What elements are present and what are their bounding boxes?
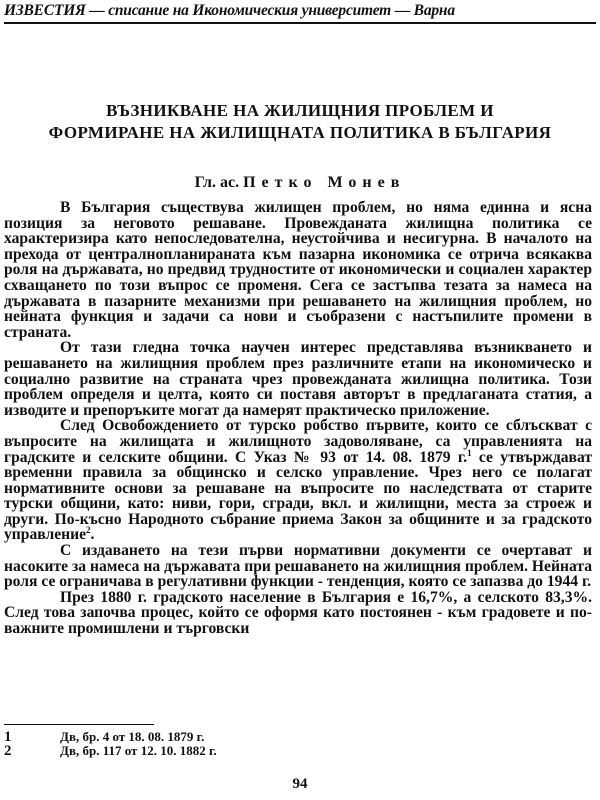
paragraph-text: След Освобождението от турско робство първите, които се сблъскват с въпросите на жилищата и жилищното задоволяване, са управленията на градските и селските общини. С Указ № 93 от 14. 08. 1879 г. <box>4 417 592 466</box>
footnote-text: Дв, бр. 117 от 12. 10. 1882 г. <box>60 743 217 758</box>
footnote-number: 1 <box>4 729 12 745</box>
paragraph-text: се утвърждават временни правила за общинско и селско управление. Чрез него се полагат нормативните основи за решаване на въпросите по наследствата от старите турски общини, като: ниви, гори, сгради, вкл. и жилищни, места за строеж и други. По-късно Народното събрание приема Закон за общините и за градското управление <box>4 448 592 544</box>
paragraph <box>4 590 592 637</box>
paragraph <box>4 340 592 418</box>
footnote <box>4 744 596 758</box>
author-prefix: Гл. ас. <box>194 174 240 191</box>
paragraph-text: През 1880 г. градското население в България е 16,7%, а селското 83,3%. След това започва процес, който се оформя като постоянен - към градовете и по-важните промишлени и търговски <box>4 588 592 638</box>
paragraph-text: . <box>90 526 95 544</box>
footnote-ref[interactable]: 2 <box>86 525 91 536</box>
title-line: ФОРМИРАНЕ НА ЖИЛИЩНАТА ПОЛИТИКА В БЪЛГАРИЯ <box>48 123 552 142</box>
article-body <box>4 200 592 637</box>
footnote-text: Дв, бр. 4 от 18. 08. 1879 г. <box>60 729 205 744</box>
paragraph-text: С издаването на тези първи нормативни документи се очертават и насоките за намеса на държавата при решаването на жилищния проблем. Нейната роля се ограничава в регулативни функции - тенденция, която се запазва до 1944 г. <box>4 542 592 591</box>
paragraph <box>4 200 592 340</box>
paragraph-text: В България съществува жилищен проблем, но няма единна и ясна позиция за неговото решаване. Провежданата жилищна политика се характеризира като непоследователна, неустойчива и несигурна. В началото на прехода от централнопланираната към пазарна икономика се отрича всякаква роля на държавата, но предвид трудностите от икономически и социален характер схващането по този въпрос се променя. Сега се застъпва тезата за намеса на държавата в пазарните механизми при решаването на жилищния проблем, но нейната функция и задачи са нови и съобразени с настъпилите промени в страната. <box>4 199 592 341</box>
footnote-number: 2 <box>4 743 12 759</box>
footnotes <box>4 730 596 758</box>
page-number: 94 <box>292 776 308 792</box>
paragraph <box>4 418 592 543</box>
footnote-ref[interactable]: 1 <box>467 447 472 458</box>
footnote-rule <box>4 724 154 725</box>
footnote <box>4 730 596 744</box>
author-name: Петко Монев <box>243 174 406 191</box>
paragraph-text: От тази гледна точка научен интерес представлява възникването и решаването на жилищния проблем през различните етапи на икономическо и социално развитие на страната чрез провежданата жилищна политика. Този проблем определя и целта, която си поставя авторът в предлаганата статия, а изводите и препоръките могат да намерят практическо приложение. <box>4 339 592 419</box>
author-line <box>0 174 600 192</box>
paragraph <box>4 543 592 590</box>
header-rule <box>4 22 596 24</box>
article-title <box>4 100 596 144</box>
title-line: ВЪЗНИКВАНЕ НА ЖИЛИЩНИЯ ПРОБЛЕМ И <box>106 101 494 120</box>
running-header: ИЗВЕСТИЯ — списание на Икономическия университет — Варна <box>4 2 455 19</box>
